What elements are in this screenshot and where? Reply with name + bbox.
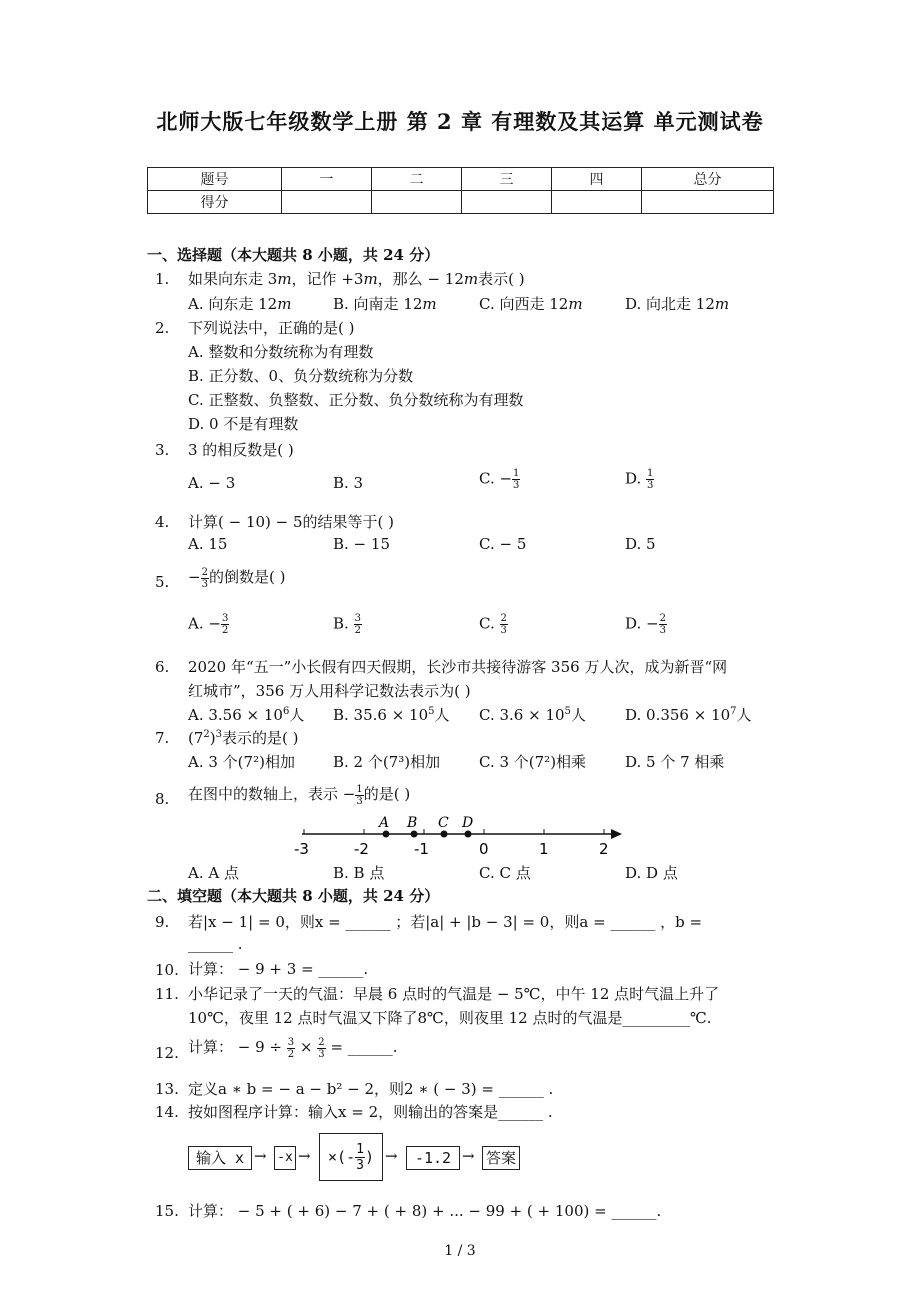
axis-label: 1 xyxy=(539,840,549,858)
option-b: B. 正分数、0、负分数统称为分数 xyxy=(188,367,414,385)
point-b xyxy=(411,831,418,838)
table-cell: 题号 xyxy=(148,168,282,191)
axis-label: -3 xyxy=(294,840,309,858)
question-text: 计算： − 5 + ( + 6) − 7 + ( + 8) + ... − 99 + ( + 100) = ______. xyxy=(188,1202,662,1220)
question-number: 3. xyxy=(155,441,170,459)
question-text: 计算( − 10) − 5的结果等于( ) xyxy=(188,513,395,531)
flow-arrow-icon: → xyxy=(462,1147,475,1165)
flow-box-answer: 答案 xyxy=(482,1146,520,1170)
option-b: B. 3 xyxy=(333,474,364,492)
table-cell xyxy=(282,191,372,214)
option-d: D. − $\frac{2}{3}$ xyxy=(625,613,666,636)
option-a: A. − $\frac{3}{2}$ xyxy=(188,613,229,636)
option-a: A. − 3 xyxy=(188,474,236,492)
option-b: B. 向南走 12m xyxy=(333,295,437,313)
option-d: D. 向北走 12m xyxy=(625,295,730,313)
flow-arrow-icon: → xyxy=(254,1147,267,1165)
option-c: C. C 点 xyxy=(479,864,531,882)
question-text: 下列说法中，正确的是( ) xyxy=(188,319,355,337)
table-cell: 得分 xyxy=(148,191,282,214)
option-c: C. 向西走 12m xyxy=(479,295,583,313)
page-title: 北师大版七年级数学上册 第 2 章 有理数及其运算 单元测试卷 xyxy=(156,109,764,134)
table-cell: 四 xyxy=(552,168,642,191)
option-b: B. $\frac{3}{2}$ xyxy=(333,613,361,636)
flow-arrow-icon: → xyxy=(298,1147,311,1165)
option-c: C. 3 个(7²)相乘 xyxy=(479,753,587,771)
axis-label: 0 xyxy=(479,840,489,858)
flow-box-subtract: -1.2 xyxy=(406,1146,460,1170)
question-text: 计算： − 9 ÷ $\frac{3}{2}$ × $\frac{2}{3}$ = ______. xyxy=(188,1036,398,1060)
flow-box-multiply: ×(- $\frac{1}{3}$ ) xyxy=(319,1133,383,1181)
flow-box-input: 输入 x xyxy=(188,1146,252,1170)
table-cell: 二 xyxy=(372,168,462,191)
question-number: 4. xyxy=(155,513,170,531)
option-c: C. − $\frac{1}{3}$ xyxy=(479,468,520,491)
question-text: 红城市”，356 万人用科学记数法表示为( ) xyxy=(188,682,471,700)
page-number: 1 / 3 xyxy=(444,1243,476,1259)
question-number: 9. xyxy=(155,913,170,931)
option-d: D. 0 不是有理数 xyxy=(188,415,299,433)
table-cell: 三 xyxy=(462,168,552,191)
question-text: 定义a ∗ b = − a − b² − 2，则2 ∗ ( − 3) = ______ . xyxy=(188,1080,554,1098)
table-cell xyxy=(462,191,552,214)
point-label: D xyxy=(462,815,474,831)
question-number: 2. xyxy=(155,319,170,337)
question-number: 6. xyxy=(155,658,170,676)
question-text: 计算： − 9 + 3 = ______. xyxy=(188,960,369,978)
option-a: A. A 点 xyxy=(188,864,239,882)
point-c xyxy=(441,831,448,838)
option-a: A. 15 xyxy=(188,535,228,553)
axis-label: 2 xyxy=(599,840,609,858)
axis-arrow-icon xyxy=(611,829,622,839)
number-line-figure xyxy=(290,812,630,858)
question-text: − $\frac{2}{3}$ 的倒数是( ) xyxy=(188,566,286,590)
option-b: B. − 15 xyxy=(333,535,390,553)
question-number: 8. xyxy=(155,790,170,808)
section-heading-choice: 一、选择题（本大题共 8 小题，共 24 分） xyxy=(147,246,440,264)
option-b: B. $35.6 \times 10^5$人 xyxy=(333,706,450,724)
question-text: $(7^2)^3$表示的是( ) xyxy=(188,729,299,747)
table-cell xyxy=(642,191,774,214)
option-b: B. B 点 xyxy=(333,864,385,882)
option-c: C. 正整数、负整数、正分数、负分数统称为有理数 xyxy=(188,391,524,409)
table-cell xyxy=(552,191,642,214)
question-text: 10℃，夜里 12 点时气温又下降了8℃，则夜里 12 点时的气温是_________℃. xyxy=(188,1009,712,1027)
axis-label: -1 xyxy=(414,840,429,858)
question-number: 13. xyxy=(155,1080,179,1098)
axis-label: -2 xyxy=(354,840,369,858)
question-number: 15. xyxy=(155,1202,179,1220)
point-label: C xyxy=(438,815,449,831)
option-a: A. 3 个(7²)相加 xyxy=(188,753,295,771)
option-d: D. $0.356 \times 10^7$人 xyxy=(625,706,752,724)
option-d: D. 5 xyxy=(625,535,656,553)
option-c: C. − 5 xyxy=(479,535,527,553)
option-c: C. $3.6 \times 10^5$人 xyxy=(479,706,586,724)
table-cell xyxy=(372,191,462,214)
question-text: ______ . xyxy=(188,935,243,953)
score-table xyxy=(147,167,774,214)
question-text: 3 的相反数是( ) xyxy=(188,441,294,459)
score-table-row xyxy=(148,191,774,214)
question-number: 11. xyxy=(155,985,179,1003)
score-table-header-row xyxy=(148,168,774,191)
point-label: A xyxy=(379,815,390,831)
question-number: 12. xyxy=(155,1044,179,1062)
question-text: 若|x − 1| = 0，则x = ______ ；若|a| + |b − 3| = 0，则a = ______ ，b = xyxy=(188,913,703,931)
option-a: A. $3.56 \times 10^6$人 xyxy=(188,706,305,724)
table-cell: 总分 xyxy=(642,168,774,191)
question-text: 2020 年“五一”小长假有四天假期，长沙市共接待游客 356 万人次，成为新晋“网 xyxy=(188,658,728,676)
point-label: B xyxy=(407,815,418,831)
flow-arrow-icon: → xyxy=(385,1147,398,1165)
question-text: 小华记录了一天的气温：早晨 6 点时的气温是 − 5℃，中午 12 点时气温上升了 xyxy=(188,985,720,1003)
point-a xyxy=(383,831,390,838)
option-d: D. $\frac{1}{3}$ xyxy=(625,468,654,491)
table-cell: 一 xyxy=(282,168,372,191)
option-d: D. D 点 xyxy=(625,864,678,882)
option-d: D. 5 个 7 相乘 xyxy=(625,753,725,771)
question-text: 如果向东走 3m，记作 +3m，那么 − 12m表示( ) xyxy=(188,270,525,288)
question-number: 14. xyxy=(155,1103,179,1121)
question-number: 1. xyxy=(155,270,170,288)
question-text: 在图中的数轴上，表示 − $\frac{1}{3}$ 的是( ) xyxy=(188,783,411,807)
point-d xyxy=(465,831,472,838)
option-a: A. 整数和分数统称为有理数 xyxy=(188,343,374,361)
question-number: 10. xyxy=(155,961,179,979)
question-number: 5. xyxy=(155,573,170,591)
option-a: A. 向东走 12m xyxy=(188,295,292,313)
question-number: 7. xyxy=(155,729,170,747)
question-text: 按如图程序计算：输入x = 2，则输出的答案是______ . xyxy=(188,1103,553,1121)
option-b: B. 2 个(7³)相加 xyxy=(333,753,441,771)
option-c: C. $\frac{2}{3}$ xyxy=(479,613,507,636)
flow-box-negate: -x xyxy=(274,1146,296,1170)
section-heading-fill: 二、填空题（本大题共 8 小题，共 24 分） xyxy=(147,887,440,905)
